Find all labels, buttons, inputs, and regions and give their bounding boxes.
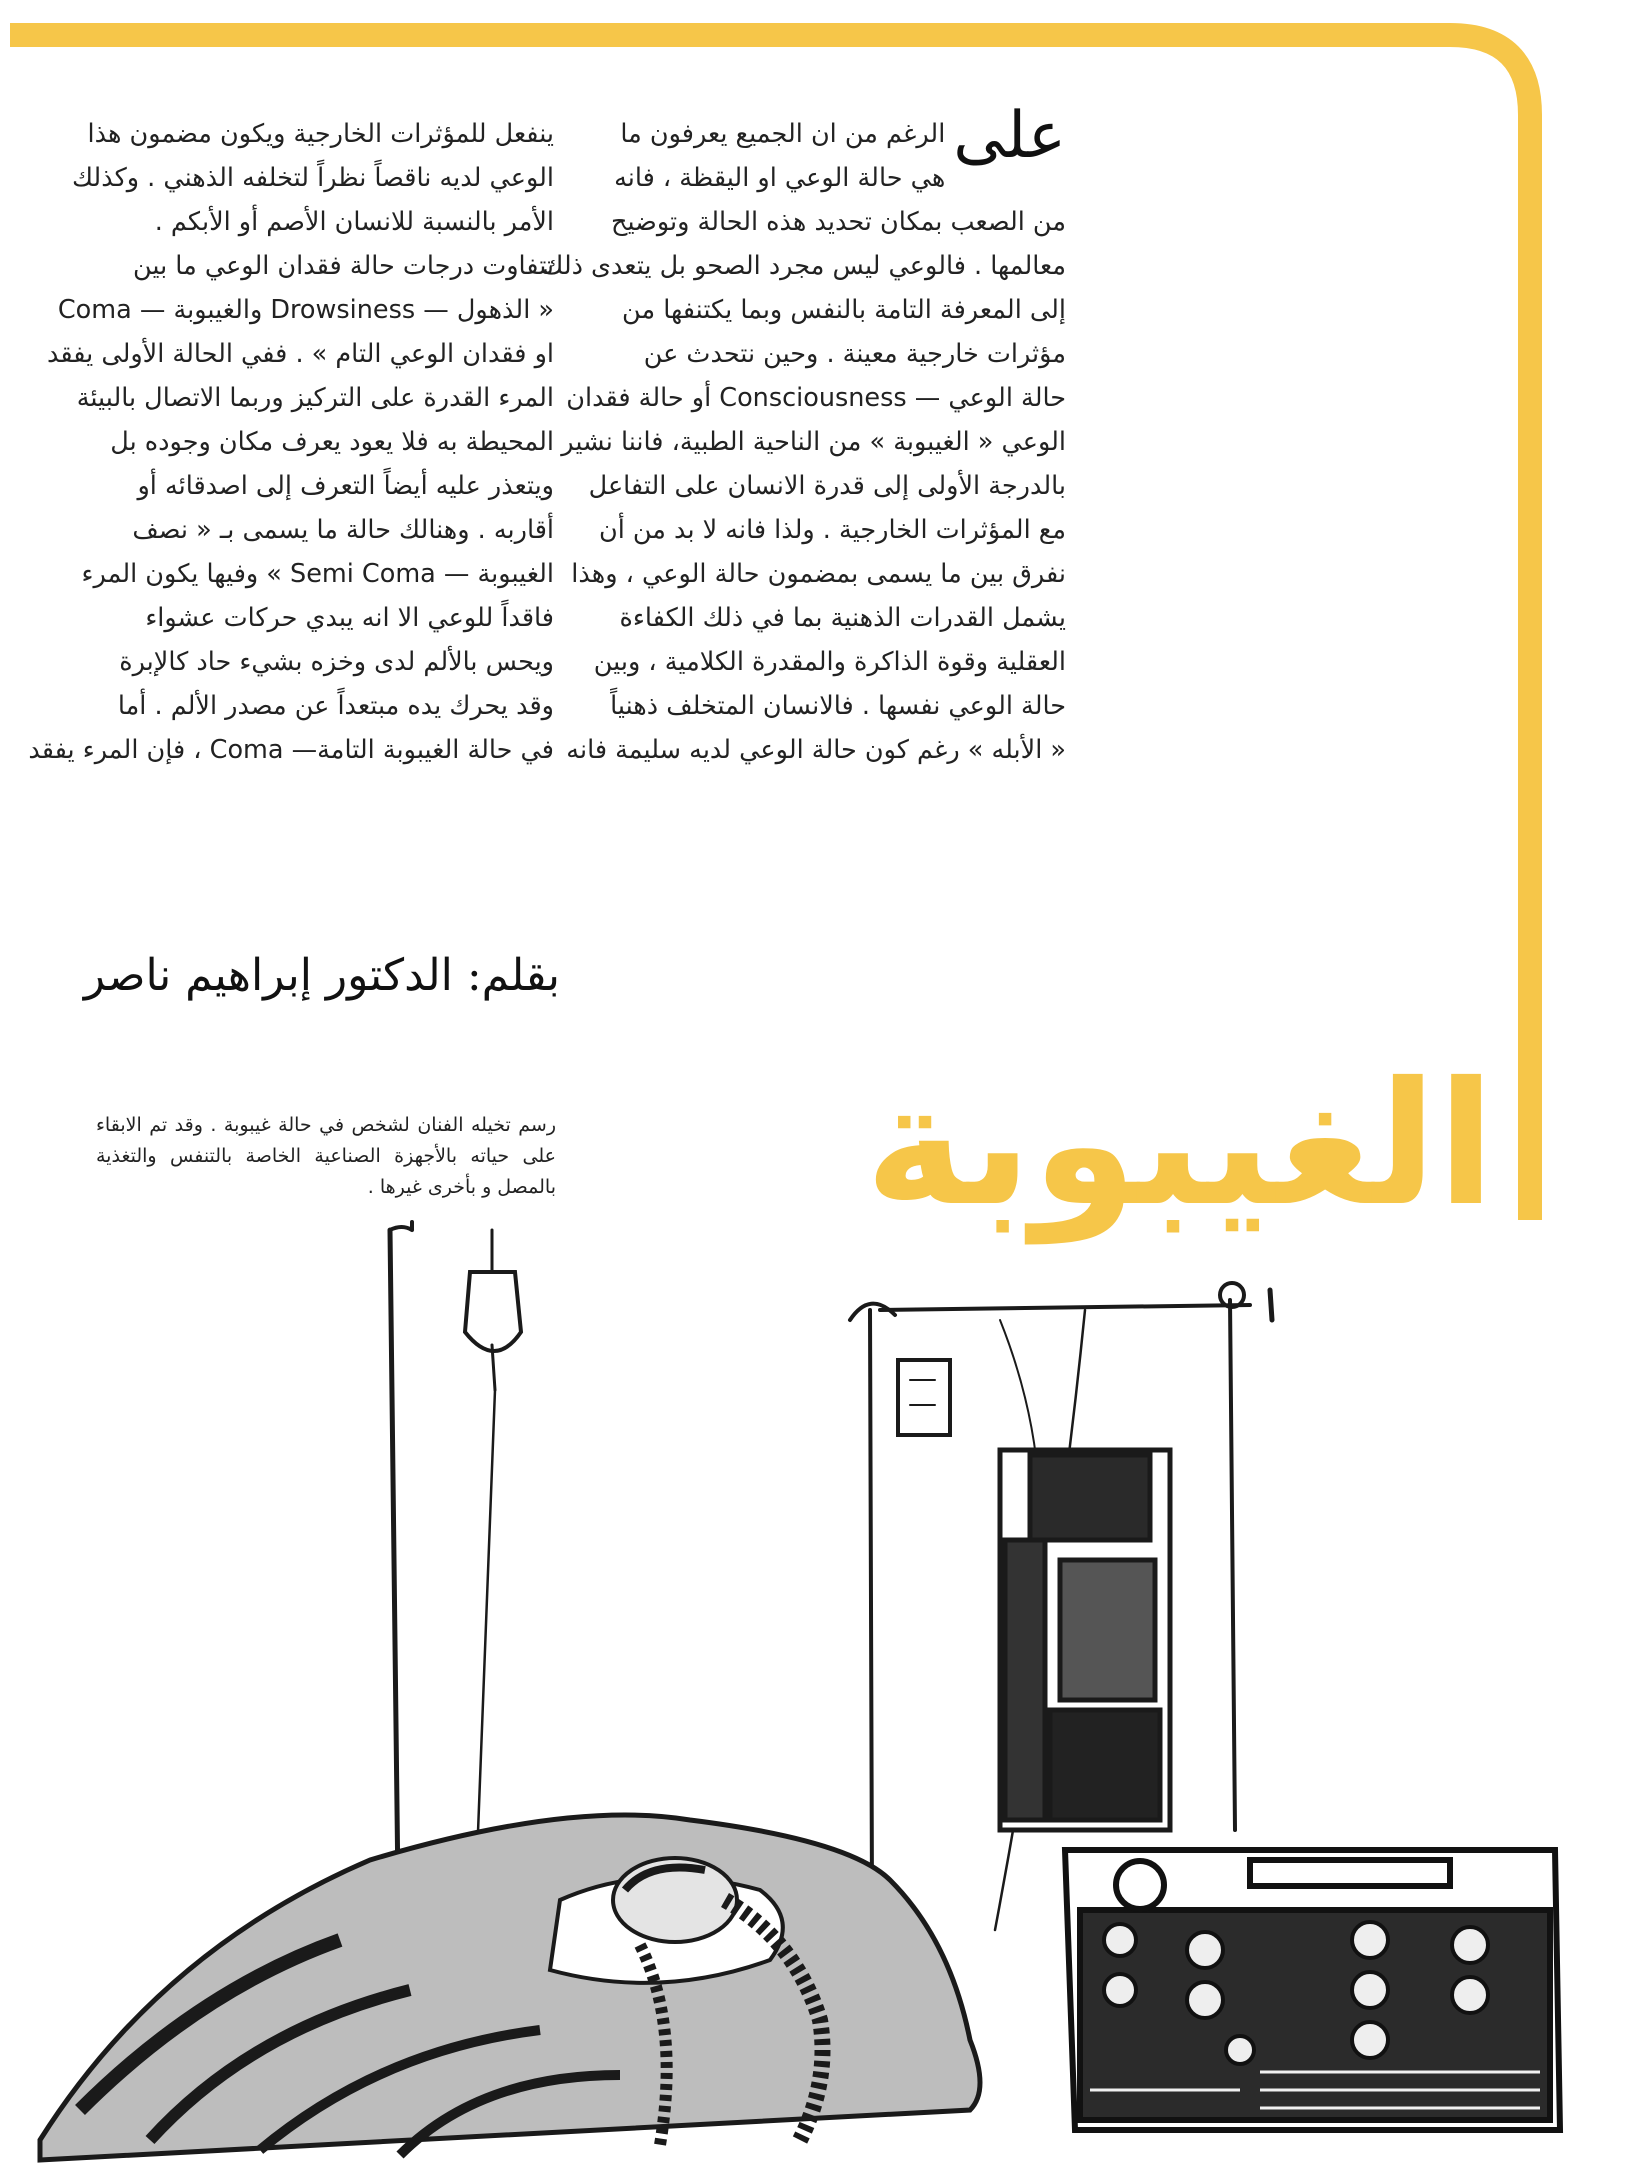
text-line: حالة الوعي نفسها . فالانسان المتخلف ذهنياً [610, 691, 1066, 721]
article-column-right [542, 99, 1066, 772]
text-line: وقد يحرك يده مبتعداً عن مصدر الألم . أما [117, 691, 554, 721]
author-byline: بقلم: الدكتور إبراهيم ناصر [83, 950, 560, 1001]
text-line: الأمر بالنسبة للانسان الأصم أو الأبكم . [154, 207, 554, 237]
text-line: او فقدان الوعي التام » . ففي الحالة الأولى يفقد [46, 339, 554, 369]
image-caption: رسم تخيله الفنان لشخص في حالة غيبوبة . وقد تم الابقاء على حياته بالأجهزة الصناعية الخاصة بالتنفس والتغذية بالمصل و بأخرى غيرها . [96, 1114, 556, 1198]
text-line: الرغم من ان الجميع يعرفون ما [620, 119, 946, 149]
coma-patient-illustration [0, 1210, 1630, 2163]
text-line: العقلية وقوة الذاكرة والمقدرة الكلامية ، وبين [593, 647, 1066, 677]
text-line: المحيطة به فلا يعود يعرف مكان وجوده بل [110, 427, 554, 457]
text-line: هي حالة الوعي او اليقظة ، فانه [614, 163, 946, 193]
text-line: نفرق بين ما يسمى بمضمون حالة الوعي ، وهذا [571, 559, 1066, 589]
text-line: حالة الوعي — Consciousness أو حالة فقدان [566, 383, 1066, 413]
text-line: الوعي « الغيبوبة » من الناحية الطبية، فاننا نشير [561, 427, 1066, 457]
text-line: الوعي لديه ناقصاً نظراً لتخلفه الذهني . وكذلك [71, 163, 554, 193]
text-line: يشمل القدرات الذهنية بما في ذلك الكفاءة [619, 603, 1066, 633]
text-line: ينفعل للمؤثرات الخارجية ويكون مضمون هذا [87, 119, 554, 149]
text-line: الغيبوبة — Semi Coma » وفيها يكون المرء [81, 559, 554, 589]
text-line: في حالة الغيبوبة التامة— Coma ، فإن المرء يفقد [28, 735, 554, 765]
article-column-left [28, 112, 554, 772]
text-line: معالمها . فالوعي ليس مجرد الصحو بل يتعدى ذلك [542, 251, 1066, 281]
text-line: « الذهول — Drowsiness والغيبوبة — Coma [57, 295, 554, 325]
dropcap: على [953, 99, 1066, 173]
text-line: مؤثرات خارجية معينة . وحين نتحدث عن [643, 339, 1066, 369]
text-line: من الصعب بمكان تحديد هذه الحالة وتوضيح [611, 207, 1066, 237]
text-line: ويتعذر عليه أيضاً التعرف إلى اصدقائه أو [137, 471, 554, 501]
text-line: أقاربه . وهنالك حالة ما يسمى بـ « نصف [132, 515, 554, 545]
text-line: بالدرجة الأولى إلى قدرة الانسان على التفاعل [588, 471, 1066, 501]
text-line: المرء القدرة على التركيز وربما الاتصال بالبيئة [76, 383, 554, 413]
article-title: الغيبوبة [864, 1046, 1496, 1244]
text-line: « الأبله » رغم كون حالة الوعي لديه سليمة فانه [566, 735, 1066, 765]
text-line: تتفاوت درجات حالة فقدان الوعي ما بين [132, 251, 554, 281]
text-line: إلى المعرفة التامة بالنفس وبما يكتنفها من [622, 295, 1066, 325]
text-line: فاقداً للوعي الا انه يبدي حركات عشواء [145, 603, 554, 633]
text-line: مع المؤثرات الخارجية . ولذا فانه لا بد من أن [598, 515, 1066, 545]
text-line: ويحس بالألم لدى وخزه بشيء حاد كالإبرة [119, 647, 554, 677]
